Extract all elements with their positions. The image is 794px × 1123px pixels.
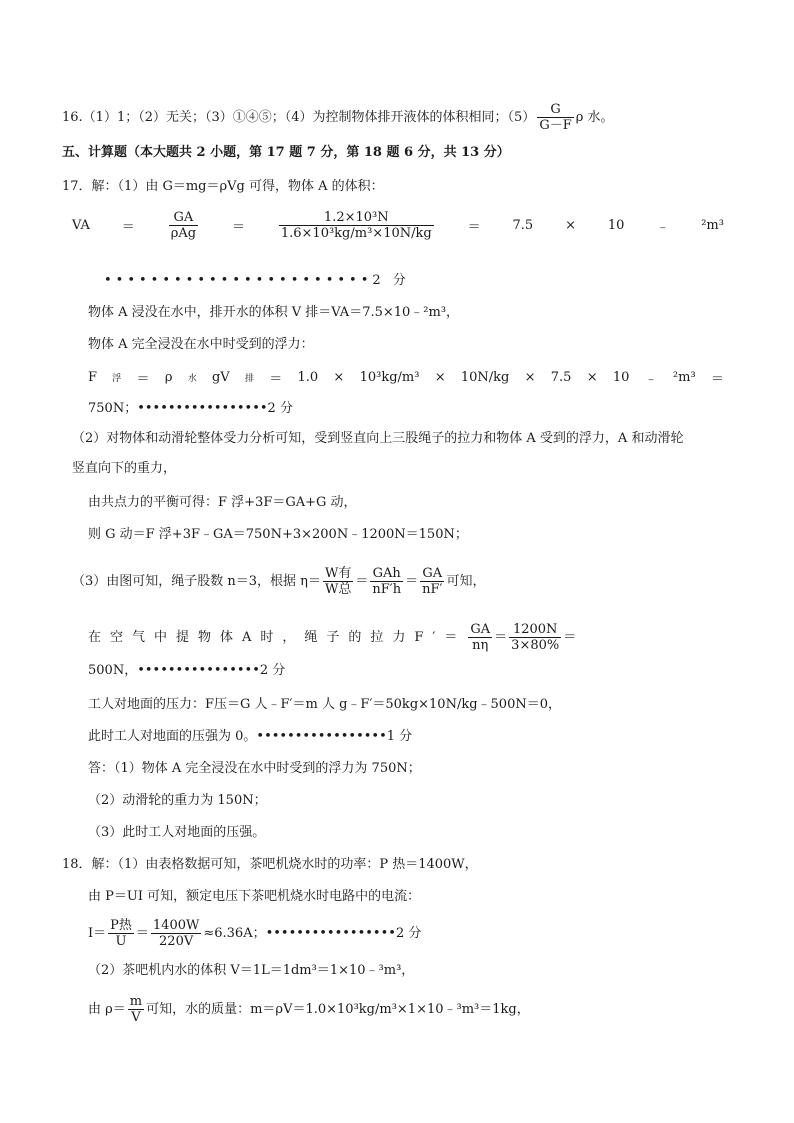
current-fraction-1: $\frac{\text{P热}}{U}$ — [110, 918, 132, 949]
q17-part2-line3: 由共点力的平衡可得：F 浮+3F＝GA+G 动， — [88, 495, 357, 510]
p3-fraction-3: $\frac{GA}{nF'}$ — [422, 566, 443, 597]
q17-pull-result: 500N，••••••••••••••••2 分 — [88, 663, 286, 678]
buoy-term: ²m³ — [672, 370, 696, 385]
current-eq1: ＝ — [135, 926, 149, 941]
va-fraction-1: $\frac{GA}{\text{ρAg}}$ — [170, 210, 197, 241]
buoy-term: F — [88, 370, 98, 385]
q17-buoyancy-intro: 物体 A 完全浸没在水中时受到的浮力： — [88, 337, 314, 352]
q17-answer-2: （2）动滑轮的重力为 150N； — [88, 793, 267, 808]
buoy-term: 浮 — [112, 374, 122, 384]
q17-buoyancy-result: 750N；•••••••••••••••••2 分 — [88, 401, 293, 416]
buoy-term: 10N/kg — [460, 370, 510, 385]
current-post: ≈6.36A；•••••••••••••••••2 分 — [203, 926, 422, 941]
mass-fraction: $\frac{m}{V}$ — [129, 994, 143, 1025]
q16-rho-water: ρ 水。 — [575, 110, 614, 125]
section-heading: 五、计算题（本大题共 2 小题，第 17 题 7 分，第 18 题 6 分，共 13 分） — [62, 145, 510, 160]
q17-pressure-force: 工人对地面的压力：F压＝G 人﹣F′＝m 人 g﹣F′＝50kg×10N/kg﹣500N＝0， — [88, 697, 561, 712]
current-fraction-2: $\frac{1400W}{220V}$ — [152, 918, 200, 949]
q18-current — [88, 918, 421, 949]
buoy-term: ＝ — [710, 372, 724, 387]
va-value-4: ﹣ — [656, 220, 670, 235]
p3-post: 可知， — [446, 574, 486, 589]
mass-pre: 由 ρ＝ — [88, 1002, 126, 1017]
p3-eq1: ＝ — [355, 574, 369, 589]
p3-eq2: ＝ — [405, 574, 419, 589]
q17-intro: 17．解：（1）由 G＝mg＝ρVg 可得，物体 A 的体积： — [62, 179, 384, 194]
q17-part2-line1: （2）对物体和动滑轮整体受力分析可知，受到竖直向上三股绳子的拉力和物体 A 受到的浮力，A 和动滑轮 — [72, 431, 684, 446]
buoy-term: gV — [211, 370, 230, 385]
q18-intro: 18．解：（1）由表格数据可知，茶吧机烧水时的功率：P 热＝1400W， — [62, 857, 478, 872]
q17-pull-force — [88, 622, 576, 653]
va-lhs: VA — [72, 218, 90, 233]
p3-fraction-2: $\frac{\text{GAh}}{nF'h}$ — [372, 566, 402, 597]
q16-text: 16.（1）1；（2）无关；（3）①④⑤；（4）为控制物体排开液体的体积相同；（5） — [62, 110, 536, 125]
current-pre: I＝ — [88, 926, 107, 941]
buoy-term: 10 — [612, 370, 630, 385]
buoy-term: × — [524, 370, 536, 385]
buoy-term: ＝ — [136, 372, 150, 387]
buoy-term: ρ — [164, 370, 173, 385]
q17-volume-equation — [72, 210, 724, 241]
q17-part3-efficiency — [72, 566, 485, 597]
va-fraction-2: $\frac{\text{1.2×10³N}}{\text{1.6×10³kg/m³×10N/kg}}$ — [280, 210, 432, 241]
q17-part2-line2: 竖直向下的重力， — [72, 461, 177, 476]
q16-fraction: $\frac{G}{G-F}$ — [539, 102, 572, 133]
q16-line — [62, 102, 614, 133]
pull-eq1: ＝ — [494, 630, 508, 645]
q18-mass — [88, 994, 530, 1025]
q18-ui: 由 P＝UI 可知，额定电压下茶吧机烧水时电路中的电流： — [88, 889, 421, 904]
va-score: •••••••••••••••••••••••2 分 — [104, 273, 410, 288]
va-value-2: × — [565, 218, 576, 233]
buoy-term: × — [586, 370, 598, 385]
q18-volume: （2）茶吧机内水的体积 V＝1L＝1dm³＝1×10﹣³m³， — [88, 963, 415, 978]
q17-answer-3: （3）此时工人对地面的压强。 — [88, 825, 266, 840]
buoy-term: ﹣ — [644, 372, 658, 387]
mass-post: 可知，水的质量：m＝ρV＝1.0×10³kg/m³×1×10﹣³m³＝1kg， — [146, 1002, 530, 1017]
va-eq1: ＝ — [121, 220, 135, 235]
buoy-term: 7.5 — [550, 370, 572, 385]
va-value-1: 7.5 — [512, 218, 534, 233]
pull-eq2: ＝ — [563, 630, 577, 645]
buoy-term: 水 — [187, 374, 197, 384]
buoy-term: 排 — [244, 374, 254, 384]
q17-displaced-volume: 物体 A 浸没在水中，排开水的体积 V 排＝VA＝7.5×10﹣²m³， — [88, 305, 460, 320]
buoy-term: × — [434, 370, 446, 385]
va-eq3: ＝ — [467, 220, 481, 235]
va-eq2: ＝ — [231, 220, 245, 235]
p3-fraction-1: $\frac{\text{W有}}{\text{W总}}$ — [324, 566, 352, 597]
buoy-term: 10³kg/m³ — [359, 370, 420, 385]
pull-fraction-2: $\frac{1200N}{3\times 80\%}$ — [511, 622, 560, 653]
p3-pre: （3）由图可知，绳子股数 n＝3，根据 η＝ — [72, 574, 321, 589]
va-value-5: ²m³ — [701, 218, 724, 233]
buoy-term: ＝ — [269, 372, 283, 387]
buoy-term: × — [333, 370, 345, 385]
q17-part2-line4: 则 G 动＝F 浮+3F﹣GA＝750N+3×200N﹣1200N＝150N； — [88, 527, 468, 542]
q17-pressure-result: 此时工人对地面的压强为 0。•••••••••••••••••1 分 — [88, 729, 413, 744]
q17-buoyancy-equation — [88, 368, 724, 387]
q17-answer-1: 答：（1）物体 A 完全浸没在水中时受到的浮力为 750N； — [88, 761, 421, 776]
pull-text: 在空气中提物体A时，绳子的拉力F′＝ — [88, 630, 467, 645]
pull-fraction-1: $\frac{GA}{n\eta}$ — [470, 622, 491, 653]
va-value-3: 10 — [607, 218, 625, 233]
buoy-term: 1.0 — [297, 370, 319, 385]
